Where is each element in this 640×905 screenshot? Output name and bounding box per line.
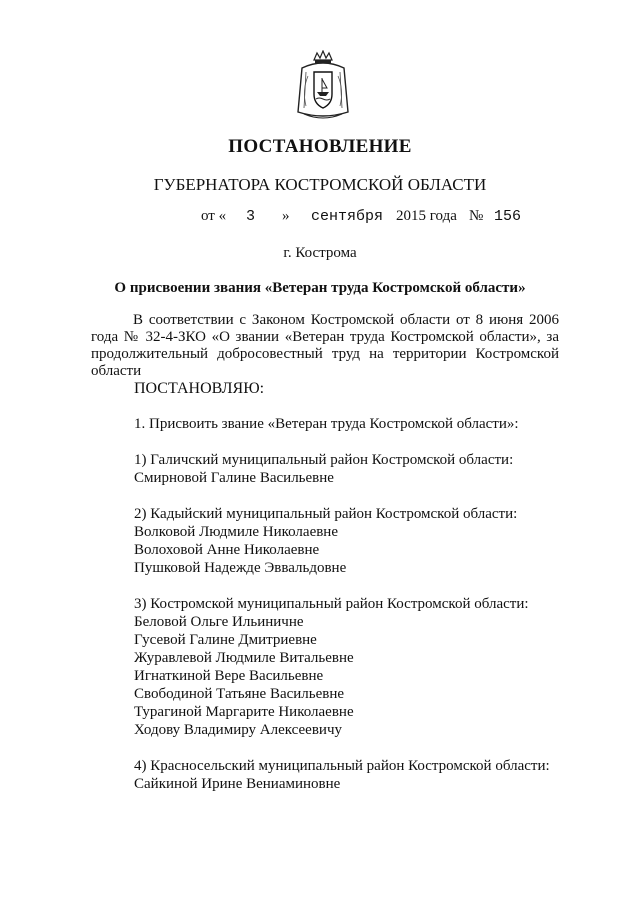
document-title: ПОСТАНОВЛЕНИЕ [228,136,412,157]
section-title: 2) Кадыйский муниципальный район Костромской области: [134,506,518,522]
list-item: Волоховой Анне Николаевне [134,542,320,558]
list-item: Волковой Людмиле Николаевне [134,524,338,540]
document-subtitle: ГУБЕРНАТОРА КОСТРОМСКОЙ ОБЛАСТИ [153,175,487,194]
coat-of-arms-emblem [290,50,356,122]
number-sign: № [469,208,484,224]
date-prefix: от « [201,208,227,224]
list-item: Свободиной Татьяне Васильевне [134,686,345,702]
list-item: Сайкиной Ирине Вениаминовне [134,776,341,792]
section-title: 4) Красносельский муниципальный район Костромской области: [134,758,550,774]
section-title: 1) Галичский муниципальный район Костромской области: [134,452,514,468]
decree-heading: О присвоении звания «Ветеран труда Костромской области» [114,280,526,296]
decree-body [134,415,604,793]
date-year: 2015 года [396,208,457,224]
document-number: 156 [494,208,522,225]
date-close-quote: » [282,208,290,224]
decree-word: ПОСТАНОВЛЯЮ: [134,380,265,397]
list-item: Турагиной Маргарите Николаевне [134,704,354,720]
city-label: г. Кострома [283,245,357,261]
section-title: 3) Костромской муниципальный район Костромской области: [134,596,529,612]
date-month: сентября [311,208,384,225]
intro-text: В соответствии с Законом Костромской области от 8 июня 2006 года № 32-4-ЗКО «О звании «Ветеран труда Костромской области», за продолжительный добросовестный труд на территории Костромской области [91,312,559,379]
intro-paragraph [91,312,559,380]
date-day: 3 [246,208,256,225]
list-item: Игнаткиной Вере Васильевне [134,668,324,684]
list-item: Беловой Ольге Ильиничне [134,614,304,630]
list-item: Смирновой Галине Васильевне [134,470,334,486]
list-item: Ходову Владимиру Алексеевичу [134,722,342,738]
list-item: Гусевой Галине Дмитриевне [134,632,317,648]
list-item: Пушковой Надежде Эввальдовне [134,560,347,576]
list-item: Журавлевой Людмиле Витальевне [134,650,354,666]
item-1: 1. Присвоить звание «Ветеран труда Костромской области»: [134,416,519,432]
